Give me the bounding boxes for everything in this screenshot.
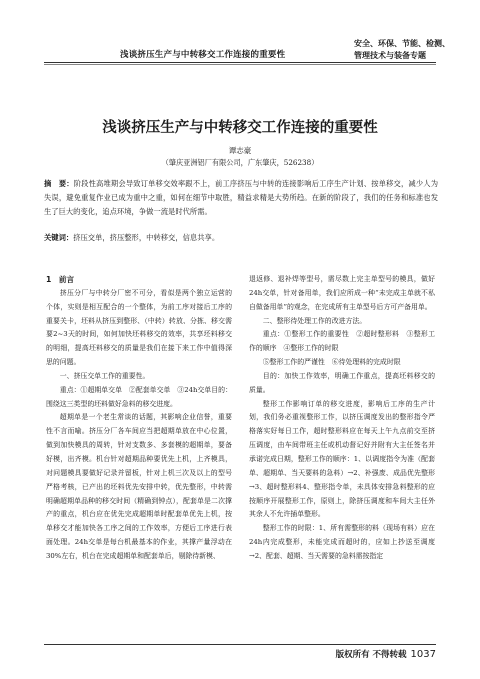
- body-paragraph: 重点：①整形工作的重要性 ②超时整形料 ③整形工作的顺序 ④整形工作的时限: [249, 330, 435, 353]
- running-title: 浅谈挤压生产与中转移交工作连接的重要性: [120, 50, 286, 60]
- header-divider: [44, 62, 436, 63]
- abstract-text: 阶段性高堆期会导致订单移交效率跟不上，前工序挤压与中转的连接影响后工序生产计划、按单移交，减少人为失误，避免重复作业已成为重中之重，如何在细节中取胜，精益求精是大势所趋。在新的阶段了，我们的任务和标准也发生了巨大的变化，追点环境，争做一流是时代所需。: [44, 179, 438, 216]
- section-heading: 1 前言: [46, 275, 75, 284]
- article-author: 谭志豪: [228, 146, 252, 155]
- body-paragraph: 挤压分厂与中转分厂密不可分，看似是两个独立运营的个体，实则是相互配合的一个整体，为前工序对接后工序的重要关卡，坯料从挤压到整形、（中转）转放、分拣、移交需要2~3天的时间，如何加快坯料移交的效率，共享坯料移交的明细，提高坯料移交的质量是我们在接下来工作中值得深思的问题。: [46, 288, 232, 367]
- footer: [336, 648, 436, 660]
- section-label-line2: 管理技术与装备专题: [354, 51, 426, 60]
- body-paragraph: 退返修、退补焊等型号，需尽数上完主单型号的模具，做好24h交单，针对备用单，我们应所成一种“未完成主单就不私自做备用单”的观念，在完成所有主单型号后方可产备用单。: [249, 275, 435, 311]
- copyright-notice: 版权所有 不得转载: [335, 650, 407, 660]
- section-label: [354, 38, 454, 62]
- body-paragraph: 一、挤压交单工作的重要性。: [59, 371, 150, 380]
- body-paragraph: 整形工作影响订单的移交进度，影响后工序的生产计划，我们务必重视整形工作，以挤压调度发出的整形指令严格落实好每日工作，超时整形料应在每天上午九点前交至挤压调度，由车间带班主任或机动督记好并附有大主任签名并承诺完成日期，整形工作的顺序：1、以调度指令为准（配套单、超期单、当天要料的急料）→2、补强废、成品优先整形→3、超时整形料4、整形指令单，未具体安排急料整形的应按顺序开展整形工作，原则上，除挤压调度和车间大主任外其余人不允许插单整形。: [249, 399, 435, 519]
- keywords-text: 挤压交单，挤压整形，中转移交，信息共享。: [73, 233, 220, 242]
- abstract: [44, 177, 438, 219]
- keywords: [44, 231, 438, 245]
- article-affiliation: （肇庆亚洲铝厂有限公司，广东肇庆，526238）: [161, 158, 319, 167]
- body-paragraph: 二、整形待处理工作的改进方法。: [262, 316, 367, 325]
- page-number: 1037: [410, 649, 436, 660]
- header-divider-thin: [44, 64, 436, 65]
- abstract-label: 摘 要：: [44, 179, 74, 188]
- body-paragraph: 重点：①超期单交单 ②配套单交单 ③24h交单目的：围绕这三类型的坯料做好急料的移交进度。: [46, 385, 232, 408]
- article-title: 浅谈挤压生产与中转移交工作连接的重要性: [102, 120, 378, 136]
- keywords-label: 关键词：: [44, 233, 74, 242]
- body-paragraph: ⑤整形工作的严谨性 ⑥待处理料的完成时限: [262, 358, 401, 367]
- body-column-left: [46, 273, 232, 564]
- body-paragraph: 整形工作的时限：1、所有需整形的料（现场有料）应在24h内完成整形，未能完成而超时的，应如上抄送至调度→2、配套、超期、当天需要的急料需按指定: [249, 524, 435, 560]
- section-label-line1: 安全、环保、节能、检测、: [354, 39, 450, 48]
- body-paragraph: 超期单是一个老生常谈的话题，其影响企业信誉，重要性不言而喻。挤压分厂各车间应当把超期单放在中心位置，做到加快模具的周转，针对支数多、多套模的超期单，要备好模，出齐模。机台针对超期品种要优先上机，上齐模具，对问题模具要做好记录并留板，针对上机三次及以上的型号严格考核，已产出的坯料优先安排中转，优先整形，中转需明确超期单品种的移交时间（精确到钟点），配套单是二次撑产的重点，机台应在优先完成超期单时配套单优先上机，按单移交才能加快各工序之间的工作效率，方便后工序进行表面处理。24h交单是每台机最基本的作业，其撑产量浮动在30%左右，机台在完成超期单和配套单后，剔除待新模、: [46, 413, 232, 560]
- body-column-right: [249, 273, 435, 564]
- footer-divider: [44, 644, 436, 645]
- body-paragraph: 目的：加快工作效率，明确工作重点，提高坯料移交的质量。: [249, 371, 435, 394]
